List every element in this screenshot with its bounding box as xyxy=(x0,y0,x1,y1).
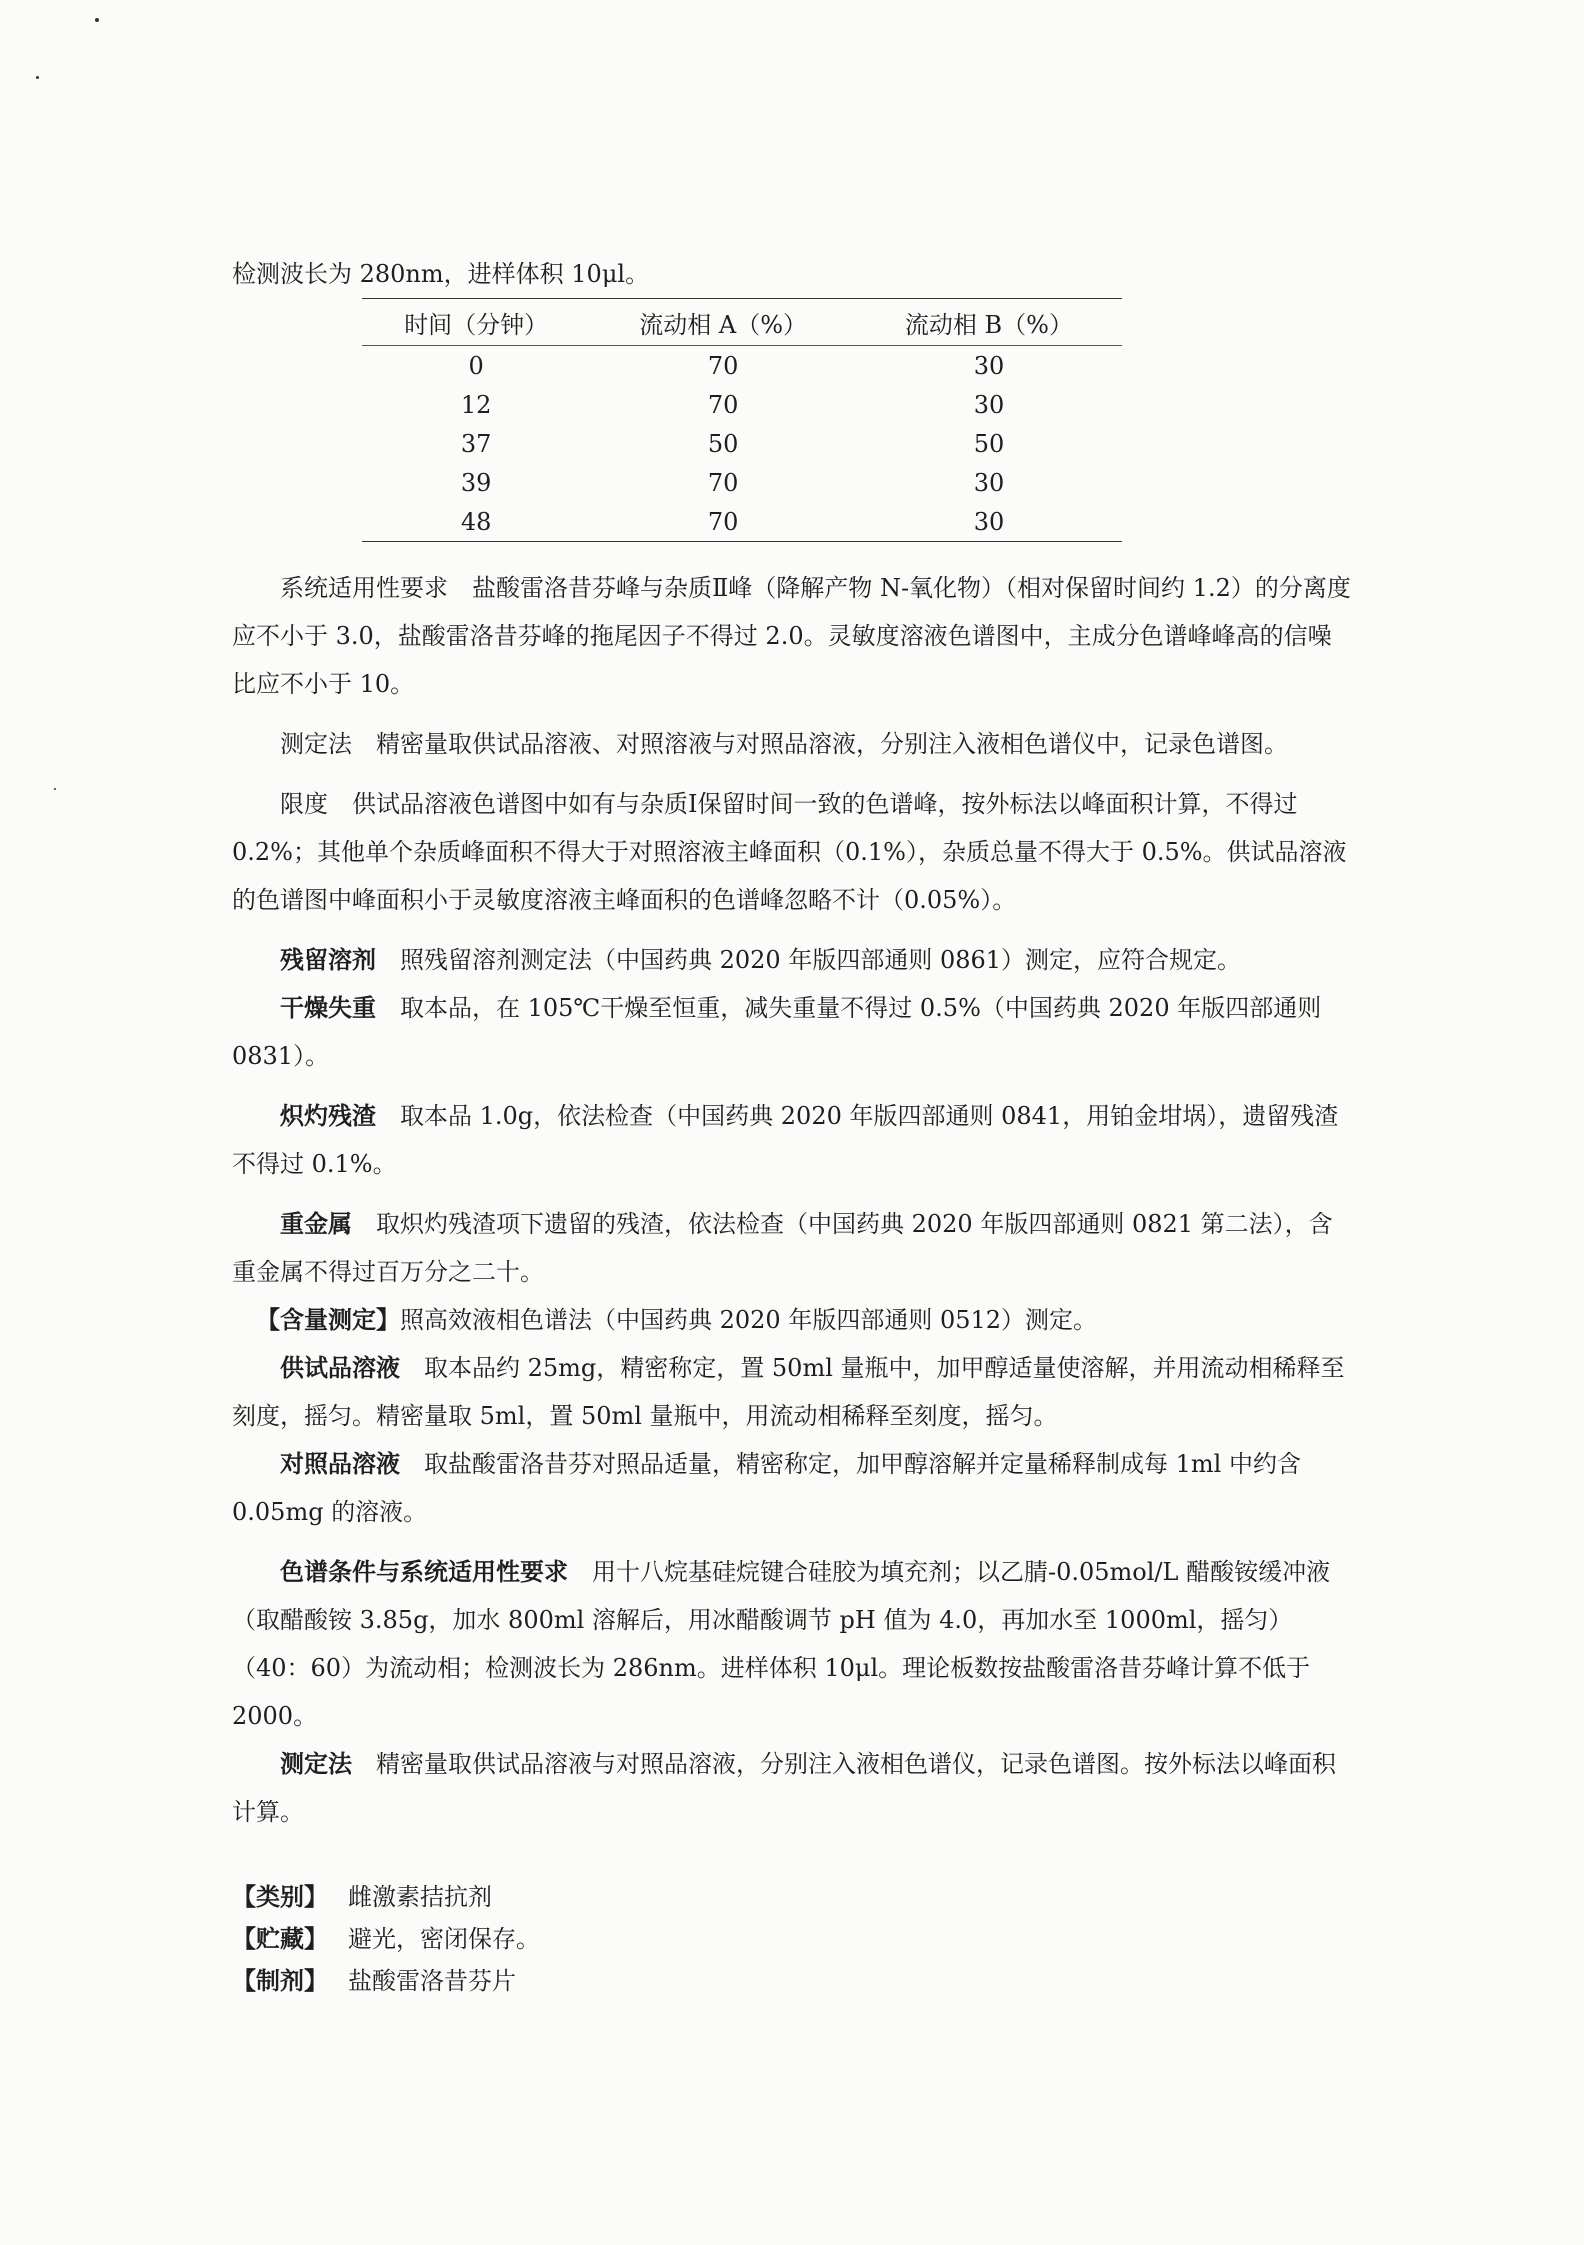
meta-category xyxy=(232,1876,1352,1918)
scan-speck xyxy=(54,788,56,790)
determination-section xyxy=(232,1740,1352,1836)
section-label: 对照品溶液 xyxy=(280,1450,400,1478)
section-text: 取炽灼残渣项下遗留的残渣，依法检查（中国药典 2020 年版四部通则 0821 第二法），含重金属不得过百万分之二十。 xyxy=(232,1210,1333,1286)
section-label: 重金属 xyxy=(280,1210,352,1238)
section-label: 供试品溶液 xyxy=(280,1354,400,1382)
document-page xyxy=(232,250,1352,2002)
table-cell: 37 xyxy=(460,429,492,458)
section-text: 取盐酸雷洛昔芬对照品适量，精密称定，加甲醇溶解并定量稀释制成每 1ml 中约含 0.05mg 的溶液。 xyxy=(232,1450,1301,1526)
table-row xyxy=(362,463,1122,502)
metadata-list xyxy=(232,1876,1352,2002)
meta-preparation xyxy=(232,1960,1352,2002)
section-label: 测定法 xyxy=(280,1750,352,1778)
table-row xyxy=(362,424,1122,463)
table-header-row xyxy=(362,299,1122,346)
table-cell: 48 xyxy=(460,507,492,536)
table-cell: 39 xyxy=(460,468,492,497)
section-text: 取本品，在 105℃干燥至恒重，减失重量不得过 0.5%（中国药典 2020 年版四部通则 0831）。 xyxy=(232,994,1322,1070)
section-label: 炽灼残渣 xyxy=(280,1102,376,1130)
section-text: 用十八烷基硅烷键合硅胶为填充剂；以乙腈-0.05mol/L 醋酸铵缓冲液（取醋酸铵 3.85g，加水 800ml 溶解后，用冰醋酸调节 pH 值为 4.0，再加水至 1000ml，摇匀）（40：60）为流动相；检测波长为 286nm。进样体积 10μl。理论板数按盐酸雷洛昔芬峰计算不低于 2000。 xyxy=(232,1558,1331,1730)
col-header-time: 时间（分钟） xyxy=(362,299,590,346)
limit-paragraph: 限度 供试品溶液色谱图中如有与杂质Ⅰ保留时间一致的色谱峰，按外标法以峰面积计算，不得过 0.2%；其他单个杂质峰面积不得大于对照溶液主峰面积（0.1%），杂质总量不得大于 0.5%。供试品溶液的色谱图中峰面积小于灵敏度溶液主峰面积的色谱峰忽略不计（0.05%）。 xyxy=(232,790,1347,914)
table-cell: 30 xyxy=(973,468,1005,497)
section-label: 残留溶剂 xyxy=(280,946,376,974)
scan-speck xyxy=(95,18,99,22)
meta-value: 雌激素拮抗剂 xyxy=(348,1883,492,1911)
table-cell: 30 xyxy=(973,507,1005,536)
table-cell: 70 xyxy=(707,390,739,419)
table-row xyxy=(362,502,1122,542)
table-cell: 12 xyxy=(460,390,492,419)
scan-speck xyxy=(36,76,39,79)
meta-label: 【贮藏】 xyxy=(232,1925,328,1953)
section-text: 取本品 1.0g，依法检查（中国药典 2020 年版四部通则 0841，用铂金坩埚），遗留残渣不得过 0.1%。 xyxy=(232,1102,1339,1178)
section-label: 干燥失重 xyxy=(280,994,376,1022)
col-header-phase-a: 流动相 A（%） xyxy=(590,299,856,346)
section-text: 取本品约 25mg，精密称定，置 50ml 量瓶中，加甲醇适量使溶解，并用流动相稀释至刻度，摇匀。精密量取 5ml，置 50ml 量瓶中，用流动相稀释至刻度，摇匀。 xyxy=(232,1354,1345,1430)
table-cell: 70 xyxy=(707,351,739,380)
section-text: 照残留溶剂测定法（中国药典 2020 年版四部通则 0861）测定，应符合规定。 xyxy=(400,946,1242,974)
meta-label: 【制剂】 xyxy=(232,1967,328,1995)
table-cell: 0 xyxy=(468,351,484,380)
table-cell: 30 xyxy=(973,390,1005,419)
table-cell: 50 xyxy=(973,429,1005,458)
loss-on-drying-section xyxy=(232,984,1352,1080)
reference-solution-section xyxy=(232,1440,1352,1536)
section-label: 色谱条件与系统适用性要求 xyxy=(280,1558,568,1586)
table-cell: 70 xyxy=(707,507,739,536)
sample-solution-section xyxy=(232,1344,1352,1440)
assay-section xyxy=(232,1296,1352,1344)
gradient-table xyxy=(362,298,1122,542)
col-header-phase-b: 流动相 B（%） xyxy=(856,299,1122,346)
table-row xyxy=(362,346,1122,386)
table-cell: 70 xyxy=(707,468,739,497)
section-label: 【含量测定】 xyxy=(256,1306,400,1334)
meta-value: 避光，密闭保存。 xyxy=(348,1925,540,1953)
table-cell: 30 xyxy=(973,351,1005,380)
residual-solvent-section xyxy=(232,936,1352,984)
section-text: 精密量取供试品溶液与对照品溶液，分别注入液相色谱仪，记录色谱图。按外标法以峰面积计算。 xyxy=(232,1750,1336,1826)
meta-label: 【类别】 xyxy=(232,1883,328,1911)
method-paragraph: 测定法 精密量取供试品溶液、对照溶液与对照品溶液，分别注入液相色谱仪中，记录色谱图。 xyxy=(280,730,1288,758)
residue-on-ignition-section xyxy=(232,1092,1352,1188)
chromatographic-conditions-section xyxy=(232,1548,1352,1740)
table-cell: 50 xyxy=(707,429,739,458)
system-suitability-paragraph: 系统适用性要求 盐酸雷洛昔芬峰与杂质Ⅱ峰（降解产物 N-氧化物）（相对保留时间约 1.2）的分离度应不小于 3.0，盐酸雷洛昔芬峰的拖尾因子不得过 2.0。灵敏度溶液色谱图中，主成分色谱峰峰高的信噪比应不小于 10。 xyxy=(232,574,1351,698)
meta-storage xyxy=(232,1918,1352,1960)
heavy-metals-section xyxy=(232,1200,1352,1296)
section-text: 照高效液相色谱法（中国药典 2020 年版四部通则 0512）测定。 xyxy=(400,1306,1098,1334)
intro-line: 检测波长为 280nm，进样体积 10μl。 xyxy=(232,260,650,288)
table-row xyxy=(362,385,1122,424)
meta-value: 盐酸雷洛昔芬片 xyxy=(348,1967,516,1995)
